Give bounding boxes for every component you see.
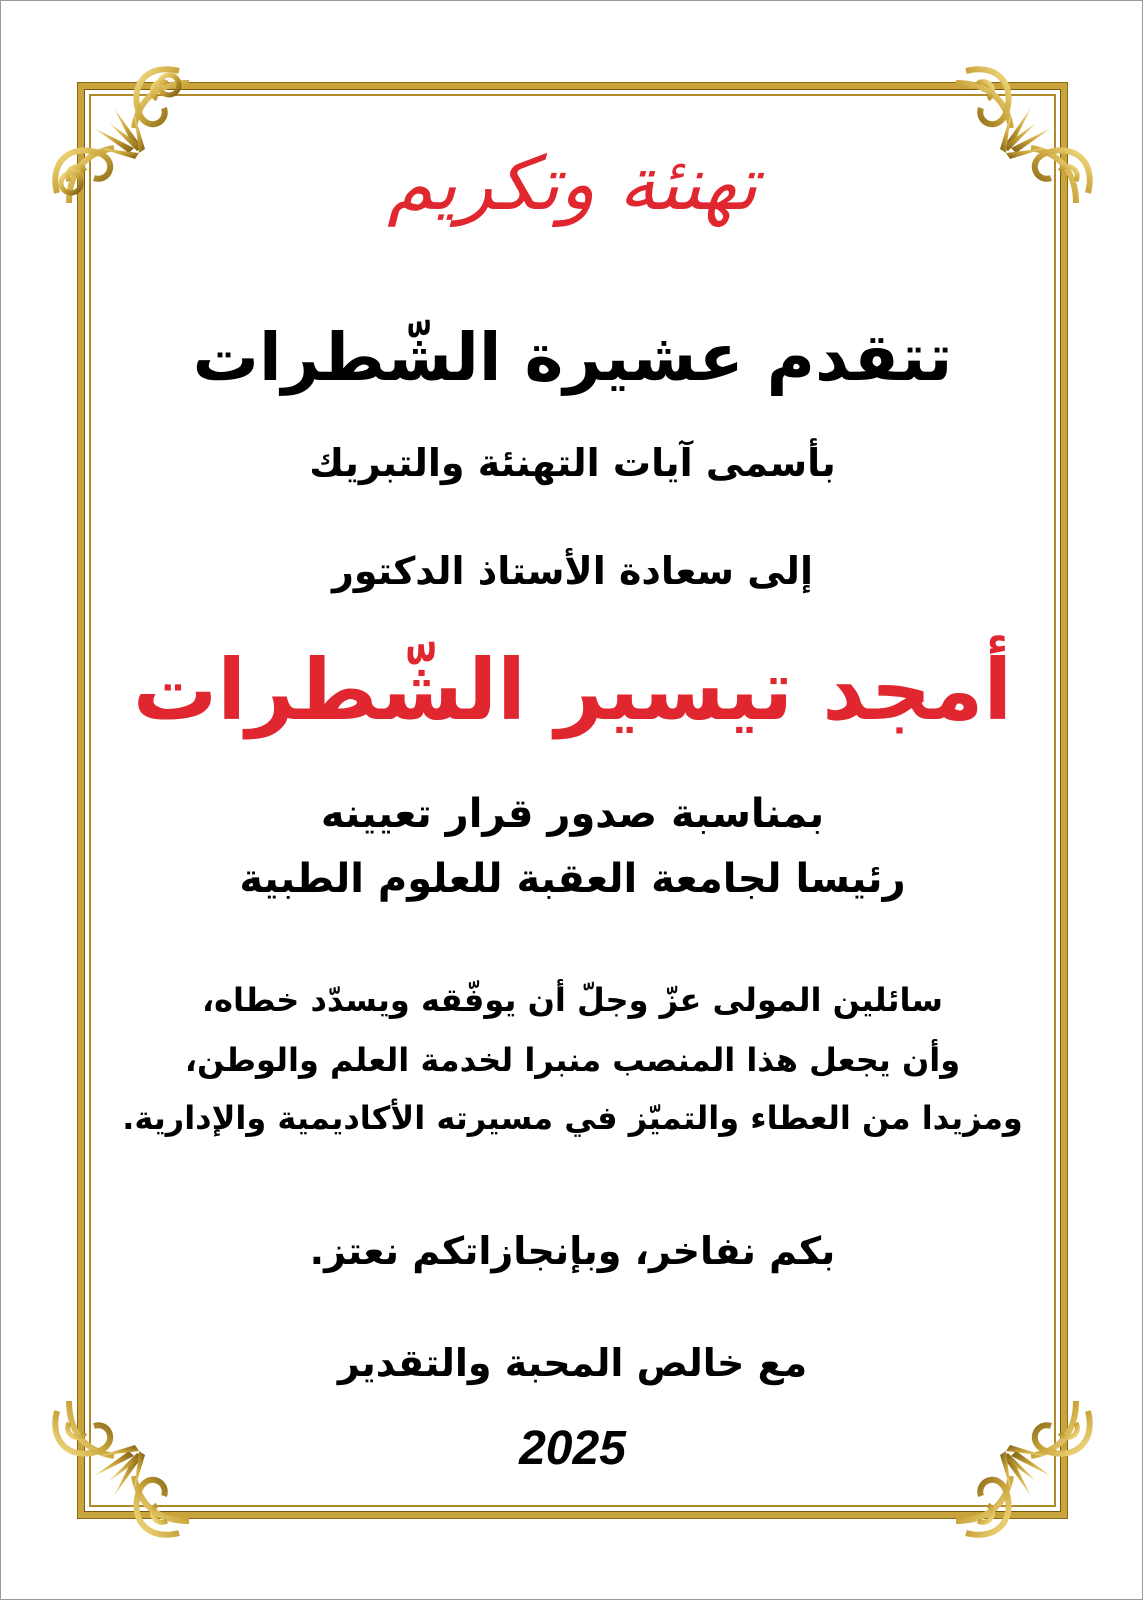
prayer-line-1: سائلين المولى عزّ وجلّ أن يوفّقه ويسدّد خطاه، xyxy=(202,981,943,1019)
regards-line: مع خالص المحبة والتقدير xyxy=(337,1341,808,1385)
honoree-name: أمجد تيسير الشّطرات xyxy=(132,641,1013,739)
greeting-line: بأسمى آيات التهنئة والتبريك xyxy=(309,441,836,485)
prayer-line-3: ومزيدا من العطاء والتميّز في مسيرته الأكاديمية والإدارية. xyxy=(122,1099,1023,1137)
occasion-line-1: بمناسبة صدور قرار تعيينه xyxy=(320,791,825,837)
card-content xyxy=(101,1,1044,1601)
family-line: تتقدم عشيرة الشّطرات xyxy=(192,319,953,396)
pride-line: بكم نفاخر، وبإنجازاتكم نعتز. xyxy=(309,1229,836,1273)
card-heading: تهنئة وتكريم xyxy=(387,141,758,227)
addressee-title-line: إلى سعادة الأستاذ الدكتور xyxy=(332,549,813,593)
year-label: 2025 xyxy=(519,1422,626,1475)
prayer-line-2: وأن يجعل هذا المنصب منبرا لخدمة العلم والوطن، xyxy=(184,1041,961,1079)
occasion-line-2: رئيسا لجامعة العقبة للعلوم الطبية xyxy=(239,856,906,902)
